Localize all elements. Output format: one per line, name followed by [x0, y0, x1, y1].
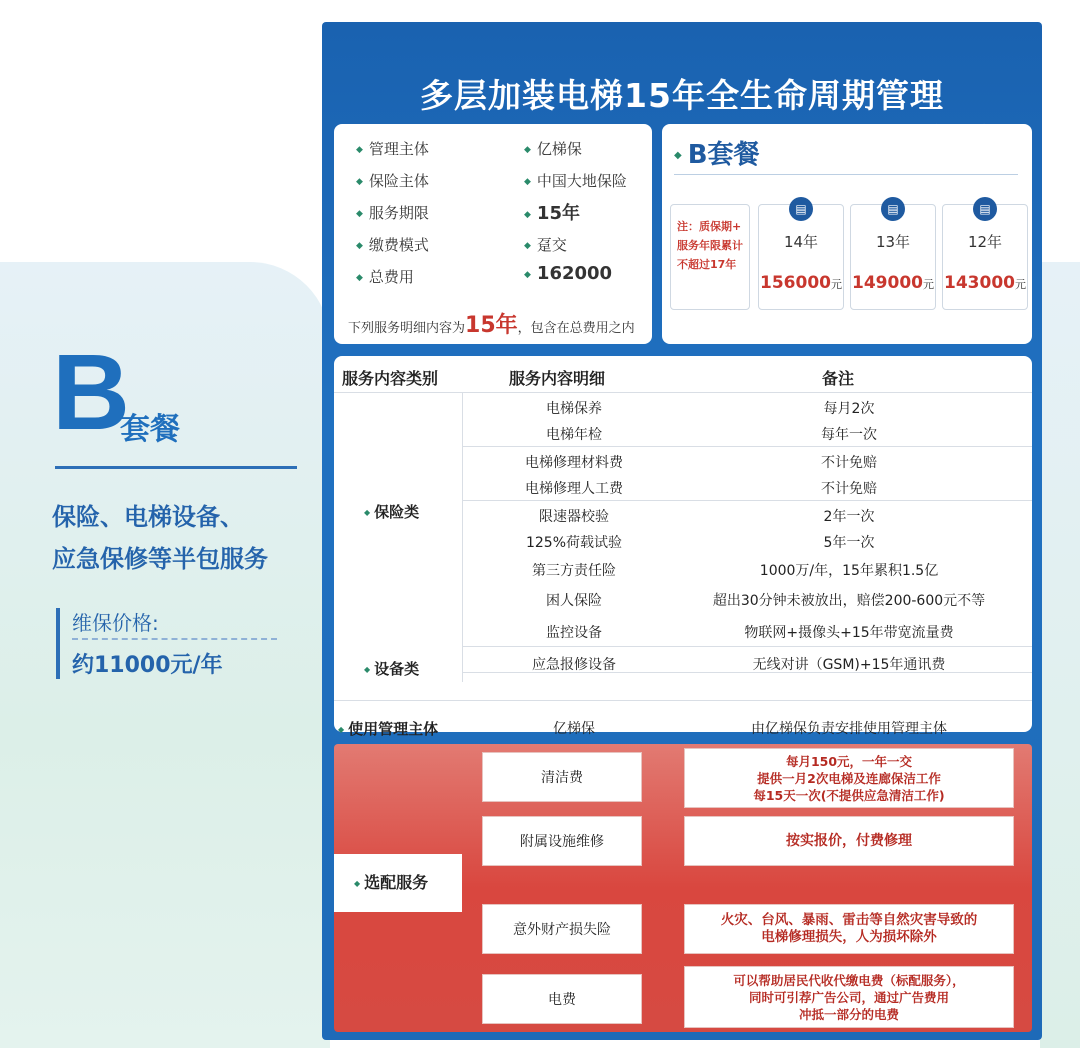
table-row-detail: 监控设备 — [546, 625, 602, 641]
left-divider — [55, 466, 297, 469]
table-row-detail: 应急报修设备 — [532, 657, 616, 673]
info-key: ◆ 服务期限 — [356, 202, 429, 223]
info-card — [334, 124, 652, 344]
main-board — [322, 22, 1042, 1040]
option-price — [851, 273, 935, 293]
option-price-unit: 元 — [1014, 278, 1026, 291]
table-row-note: 物联网+摄像头+15年带宽流量费 — [744, 625, 954, 641]
desc-line: 提供一月2次电梯及连廊保洁工作 — [757, 770, 941, 786]
info-key: ◆ 管理主体 — [356, 138, 429, 159]
left-desc-line: 应急保修等半包服务 — [52, 545, 268, 573]
info-row — [334, 196, 652, 228]
table-divider — [334, 392, 1032, 393]
table-row-detail: 限速器校验 — [539, 509, 609, 525]
header-detail: 服务内容明细 — [509, 369, 606, 388]
table-row-note: 5年一次 — [823, 535, 875, 551]
table-row-note: 超出30分钟未被放出，赔偿200-600元不等 — [712, 593, 986, 609]
option-price-unit: 元 — [922, 278, 934, 291]
calendar-icon: ▤ — [881, 197, 905, 221]
info-note-years: 15年 — [465, 313, 518, 338]
desc-line: 按实报价，付费修理 — [786, 832, 912, 849]
option-price-value: 143000 — [944, 273, 1015, 293]
desc-line: 可以帮助居民代收代缴电费（标配服务）， — [733, 972, 965, 988]
table-divider — [334, 700, 1032, 701]
info-value: ◆ 趸交 — [524, 234, 567, 255]
optional-item-desc — [684, 904, 1014, 954]
category-equipment: ◆ 设备类 — [364, 658, 419, 679]
optional-item-name: 附属设施维修 — [482, 816, 642, 866]
table-row-detail: 电梯保养 — [546, 401, 602, 417]
package-option-14[interactable] — [758, 204, 844, 310]
option-price-value: 149000 — [852, 273, 923, 293]
table-row-note: 由亿梯保负责安排使用管理主体 — [751, 721, 947, 737]
info-row — [334, 164, 652, 196]
table-row-detail: 电梯年检 — [546, 427, 602, 443]
desc-line: 每15天一次(不提供应急清洁工作) — [753, 787, 945, 803]
option-price-value: 156000 — [760, 273, 831, 293]
service-table — [334, 356, 1032, 738]
table-row-detail: 电梯修理人工费 — [525, 481, 623, 497]
category-management: ◆ 使用管理主体 — [338, 718, 438, 739]
package-option-13[interactable] — [850, 204, 936, 310]
package-note — [670, 204, 750, 310]
optional-item-name: 电费 — [482, 974, 642, 1024]
page-title: 多层加装电梯15年全生命周期管理 — [420, 76, 944, 115]
right-background — [1040, 262, 1080, 1048]
package-note-line: 注：质保期+ — [677, 220, 742, 233]
table-row-detail: 125%荷载试验 — [525, 535, 623, 551]
optional-item-name: 意外财产损失险 — [482, 904, 642, 954]
info-key: ◆ 保险主体 — [356, 170, 429, 191]
info-value: ◆ 162000 — [524, 263, 612, 284]
table-divider — [462, 392, 463, 682]
optional-item-desc — [684, 748, 1014, 808]
optional-category: ◆ 选配服务 — [334, 854, 462, 912]
optional-item-desc — [684, 966, 1014, 1028]
desc-line: 电梯修理损失，人为损坏除外 — [761, 929, 937, 945]
table-row-detail: 第三方责任险 — [532, 563, 616, 579]
option-years: 14年 — [783, 233, 819, 251]
package-card — [662, 124, 1032, 344]
package-option-12[interactable] — [942, 204, 1028, 310]
table-row-note: 不计免赔 — [821, 481, 877, 497]
info-value: ◆ 15年 — [524, 199, 580, 225]
left-description — [52, 496, 322, 580]
info-key: ◆ 缴费模式 — [356, 234, 429, 255]
table-row-detail: 亿梯保 — [553, 721, 595, 737]
info-row — [334, 132, 652, 164]
option-years: 12年 — [967, 233, 1003, 251]
info-key: ◆ 总费用 — [356, 266, 414, 287]
price-block — [56, 608, 277, 679]
option-price-unit: 元 — [830, 278, 842, 291]
desc-line: 火灾、台风、暴雨、雷击等自然灾害导致的 — [720, 912, 978, 928]
package-divider — [674, 174, 1018, 175]
info-row — [334, 260, 652, 292]
info-row — [334, 228, 652, 260]
info-note — [348, 308, 635, 339]
info-note-post: ，包含在总费用之内 — [517, 321, 635, 336]
calendar-icon: ▤ — [789, 197, 813, 221]
option-price — [759, 273, 843, 293]
desc-line: 每月150元，一年一交 — [785, 753, 913, 769]
info-value: ◆ 亿梯保 — [524, 138, 582, 159]
header-category: 服务内容类别 — [342, 369, 439, 388]
option-years: 13年 — [875, 233, 911, 251]
category-insurance: ◆ 保险类 — [364, 501, 419, 522]
table-divider — [462, 446, 1032, 447]
table-row-detail: 电梯修理材料费 — [525, 455, 623, 471]
optional-services — [334, 744, 1032, 1032]
package-note-line: 不超过17年 — [677, 258, 737, 271]
calendar-icon: ▤ — [973, 197, 997, 221]
table-row-detail: 困人保险 — [546, 593, 602, 609]
table-row-note: 1000万/年，15年累积1.5亿 — [759, 563, 939, 579]
table-row-note: 无线对讲（GSM)+15年通讯费 — [752, 657, 946, 673]
header-note: 备注 — [822, 369, 855, 388]
optional-item-name: 清洁费 — [482, 752, 642, 802]
desc-line: 冲抵一部分的电费 — [798, 1006, 899, 1022]
package-note-line: 服务年限累计 — [677, 239, 743, 252]
table-row-note: 不计免赔 — [821, 455, 877, 471]
price-value: 约11000元/年 — [72, 653, 223, 678]
table-divider — [462, 500, 1032, 501]
table-row-note: 每年一次 — [821, 427, 877, 443]
big-letter: B — [52, 331, 130, 452]
package-title: ◆ B套餐 — [674, 134, 760, 171]
left-desc-line: 保险、电梯设备、 — [52, 503, 244, 531]
info-note-pre: 下列服务明细内容为 — [348, 321, 466, 336]
table-divider — [462, 646, 1032, 647]
price-label: 维保价格: — [72, 608, 277, 640]
optional-item-desc — [684, 816, 1014, 866]
left-package-word: 套餐 — [120, 412, 180, 447]
table-row-note: 2年一次 — [823, 509, 875, 525]
info-value: ◆ 中国大地保险 — [524, 170, 627, 191]
desc-line: 同时可引荐广告公司，通过广告费用 — [748, 989, 949, 1005]
option-price — [943, 273, 1027, 293]
table-row-note: 每月2次 — [823, 401, 875, 417]
